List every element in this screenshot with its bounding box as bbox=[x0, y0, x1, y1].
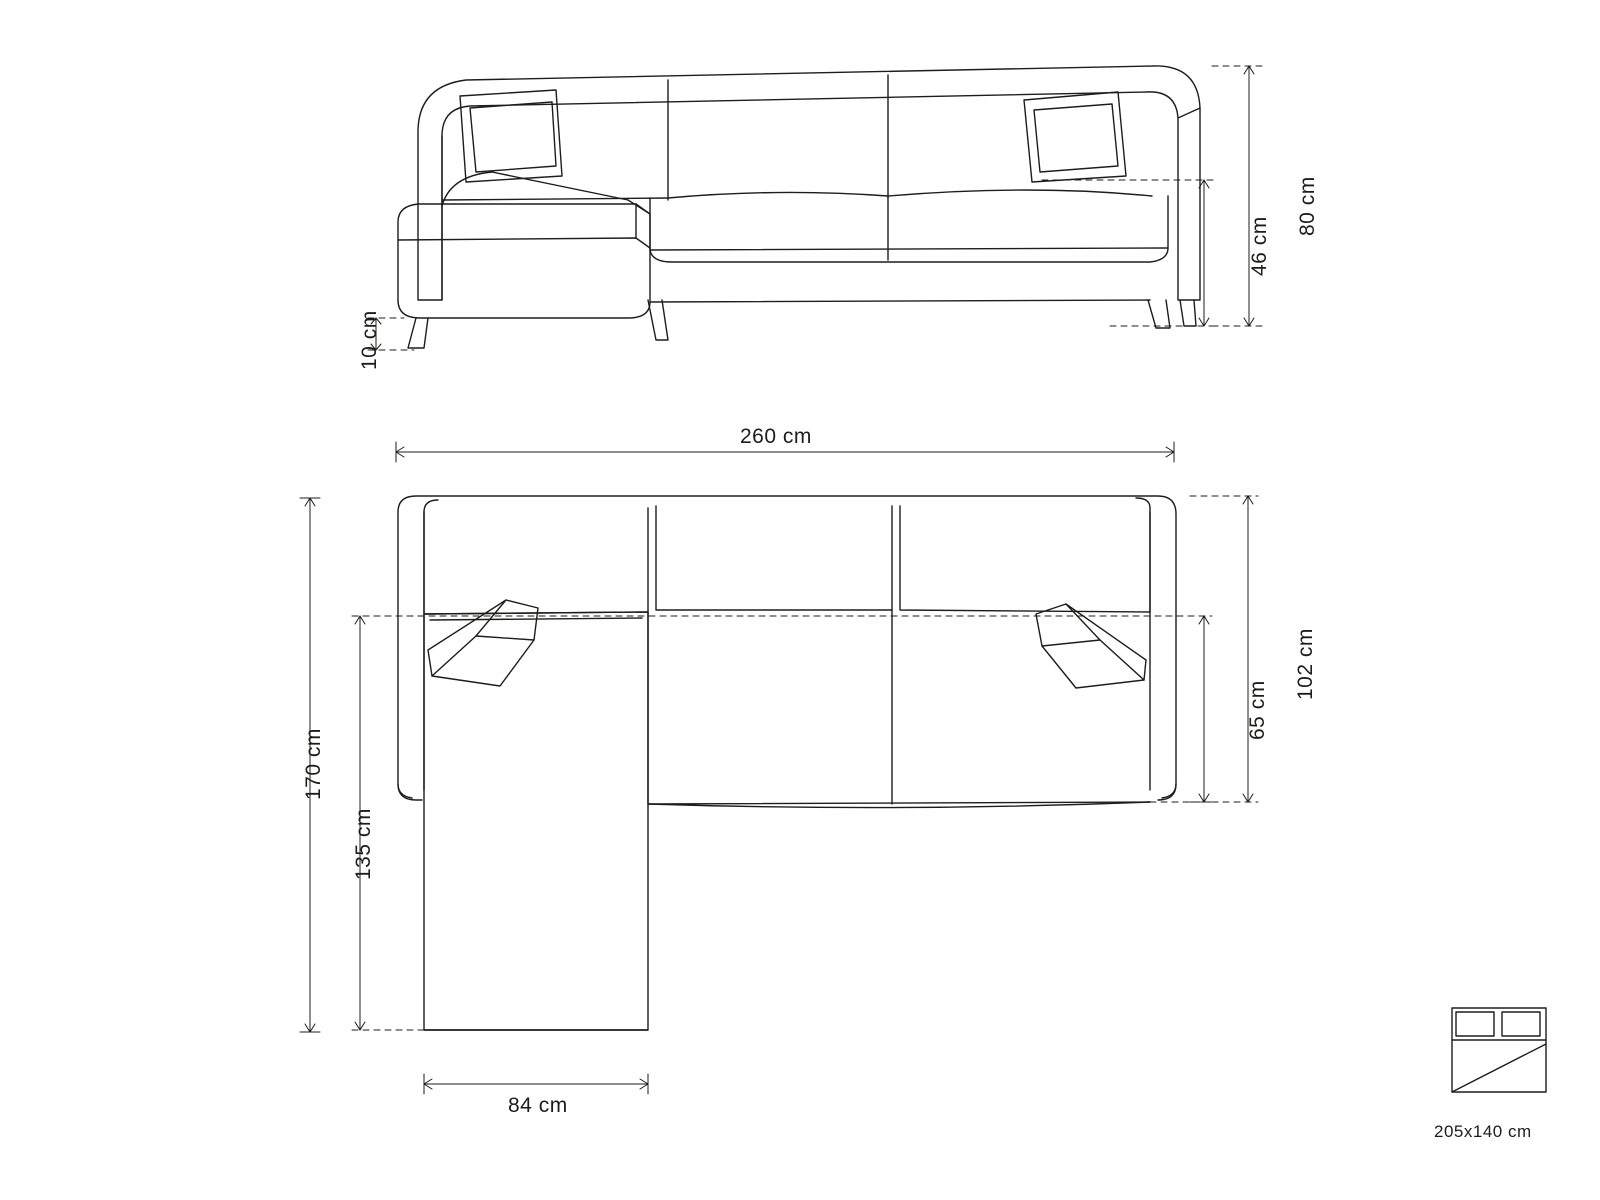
dim-depth-102 bbox=[1190, 496, 1258, 802]
dim-label-260: 260 cm bbox=[740, 425, 812, 448]
dim-label-80: 80 cm bbox=[1296, 176, 1319, 236]
dim-height-46 bbox=[1042, 180, 1214, 326]
dim-label-46: 46 cm bbox=[1248, 216, 1271, 276]
top-view-sofa bbox=[398, 496, 1176, 1030]
front-view-sofa bbox=[398, 66, 1200, 348]
dim-width-84 bbox=[424, 1074, 648, 1094]
dim-height-80 bbox=[1212, 66, 1262, 326]
dim-label-170: 170 cm bbox=[302, 728, 325, 800]
sleeping-surface-icon bbox=[1452, 1008, 1546, 1092]
dim-label-135: 135 cm bbox=[352, 808, 375, 880]
dim-depth-65 bbox=[352, 616, 1212, 802]
bed-icon-caption: 205x140 cm bbox=[1434, 1122, 1532, 1141]
dim-label-102: 102 cm bbox=[1294, 628, 1317, 700]
dim-label-65: 65 cm bbox=[1246, 680, 1269, 740]
dim-label-10: 10 cm bbox=[358, 310, 381, 370]
dim-label-84: 84 cm bbox=[508, 1094, 568, 1117]
